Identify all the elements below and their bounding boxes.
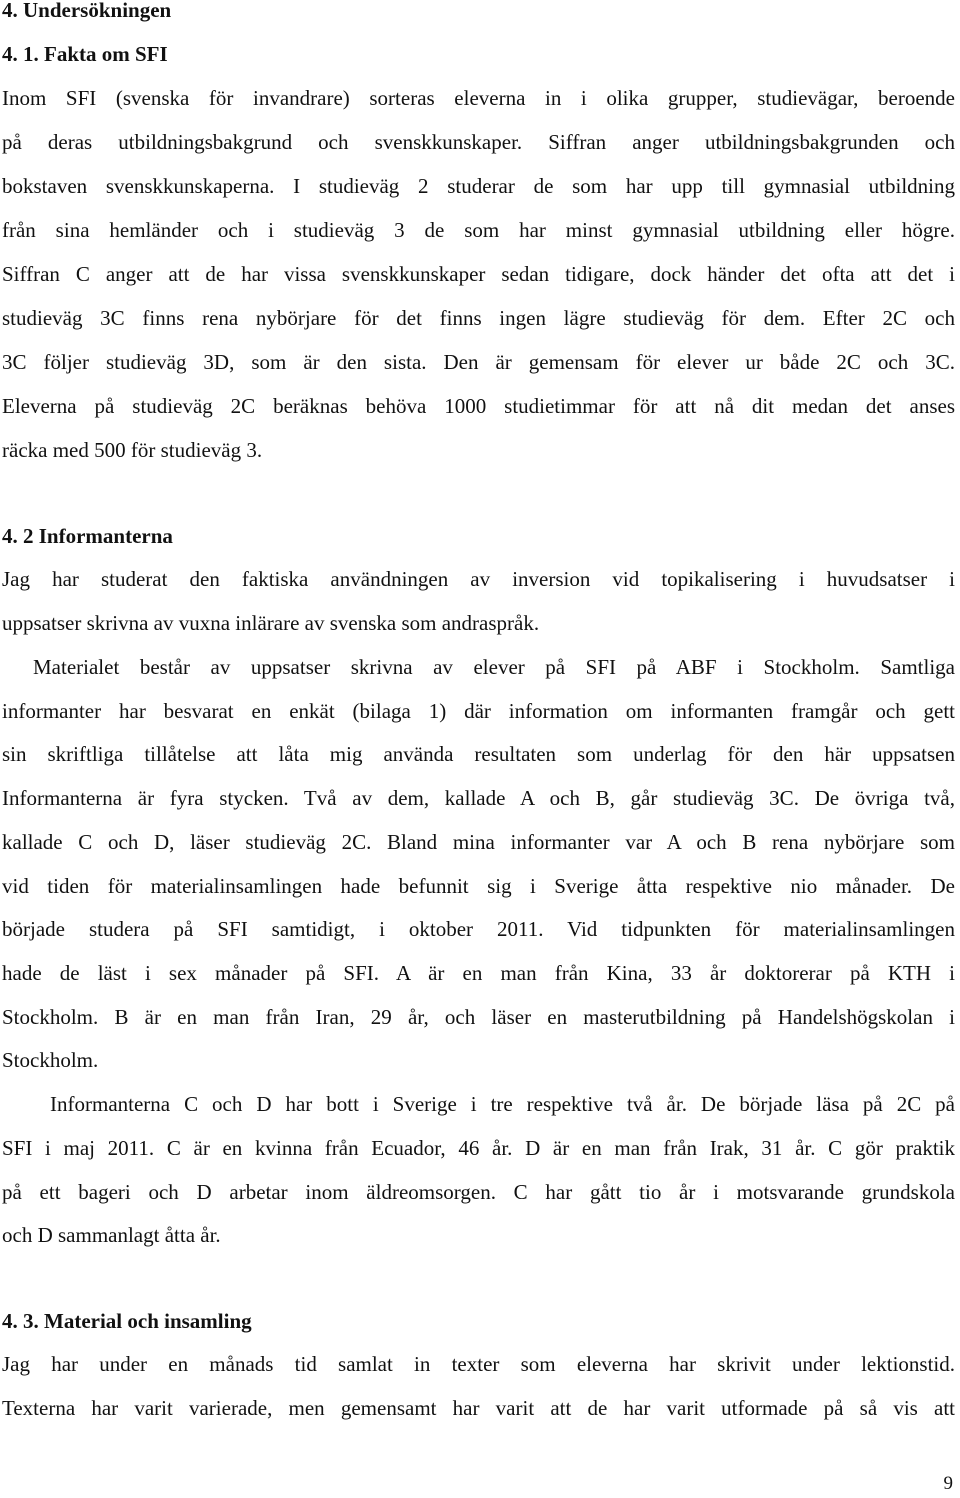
subsection-heading-fakta-om-sfi: 4. 1. Fakta om SFI: [2, 42, 168, 66]
section-heading-undersokningen: 4. Undersökningen: [2, 0, 172, 22]
paragraph-line: Stockholm. B är en man från Iran, 29 år, och läser en masterutbildning på Handelshögskolan i: [2, 1005, 955, 1029]
paragraph-line: Materialet består av uppsatser skrivna av elever på SFI på ABF i Stockholm. Samtliga: [33, 655, 955, 679]
paragraph-line: från sina hemländer och i studieväg 3 de som har minst gymnasial utbildning eller högre.: [2, 218, 955, 242]
paragraph-line: Informanterna C och D har bott i Sverige i tre respektive två år. De började läsa på 2C på: [50, 1092, 955, 1116]
paragraph-line: sin skriftliga tillåtelse att låta mig använda resultaten som underlag för den här uppsatsen: [2, 742, 955, 766]
paragraph-line: uppsatser skrivna av vuxna inlärare av svenska som andraspråk.: [2, 611, 540, 635]
paragraph-line: Siffran C anger att de har vissa svenskkunskaper sedan tidigare, dock händer det ofta att det i: [2, 262, 955, 286]
paragraph-line: studieväg 3C finns rena nybörjare för det finns ingen lägre studieväg för dem. Efter 2C och: [2, 306, 955, 330]
paragraph-line: vid tiden för materialinsamlingen hade befunnit sig i Sverige åtta respektive nio månader. De: [2, 874, 955, 898]
paragraph-line: informanter har besvarat en enkät (bilaga 1) där information om informanten framgår och gett: [2, 699, 955, 723]
paragraph-line: SFI i maj 2011. C är en kvinna från Ecuador, 46 år. D är en man från Irak, 31 år. C gör praktik: [2, 1136, 955, 1160]
page-number: 9: [943, 1473, 953, 1494]
paragraph-line: bokstaven svenskkunskaperna. I studieväg 2 studerar de som har upp till gymnasial utbildning: [2, 174, 955, 198]
paragraph-line: Inom SFI (svenska för invandrare) sorteras eleverna in i olika grupper, studievägar, beroende: [2, 86, 955, 110]
paragraph-line: Texterna har varit varierade, men gemensamt har varit att de har varit utformade på så vis att: [2, 1396, 955, 1420]
paragraph-line: kallade C och D, läser studieväg 2C. Bland mina informanter var A och B rena nybörjare som: [2, 830, 955, 854]
paragraph-line: 3C följer studieväg 3D, som är den sista. Den är gemensam för elever ur både 2C och 3C.: [2, 350, 955, 374]
paragraph-line: på deras utbildningsbakgrund och svenskkunskaper. Siffran anger utbildningsbakgrunden och: [2, 130, 955, 154]
paragraph-line: Jag har under en månads tid samlat in texter som eleverna har skrivit under lektionstid.: [2, 1352, 955, 1376]
paragraph-line: Informanterna är fyra stycken. Två av dem, kallade A och B, går studieväg 3C. De övriga två,: [2, 786, 955, 810]
section-heading-material-och-insamling: 4. 3. Material och insamling: [2, 1309, 252, 1333]
paragraph-line: Stockholm.: [2, 1048, 99, 1072]
paragraph-line: hade de läst i sex månader på SFI. A är en man från Kina, 33 år doktorerar på KTH i: [2, 961, 955, 985]
paragraph-line: räcka med 500 för studieväg 3.: [2, 438, 263, 462]
paragraph-line: Jag har studerat den faktiska användningen av inversion vid topikalisering i huvudsatser i: [2, 567, 955, 591]
paragraph-line: Eleverna på studieväg 2C beräknas behöva 1000 studietimmar för att nå dit medan det anses: [2, 394, 955, 418]
paragraph-line: började studera på SFI samtidigt, i oktober 2011. Vid tidpunkten för materialinsamlingen: [2, 917, 955, 941]
paragraph-line: på ett bageri och D arbetar inom äldreomsorgen. C har gått tio år i motsvarande grundskola: [2, 1180, 955, 1204]
paragraph-line: och D sammanlagt åtta år.: [2, 1223, 221, 1247]
section-heading-informanterna: 4. 2 Informanterna: [2, 524, 173, 548]
